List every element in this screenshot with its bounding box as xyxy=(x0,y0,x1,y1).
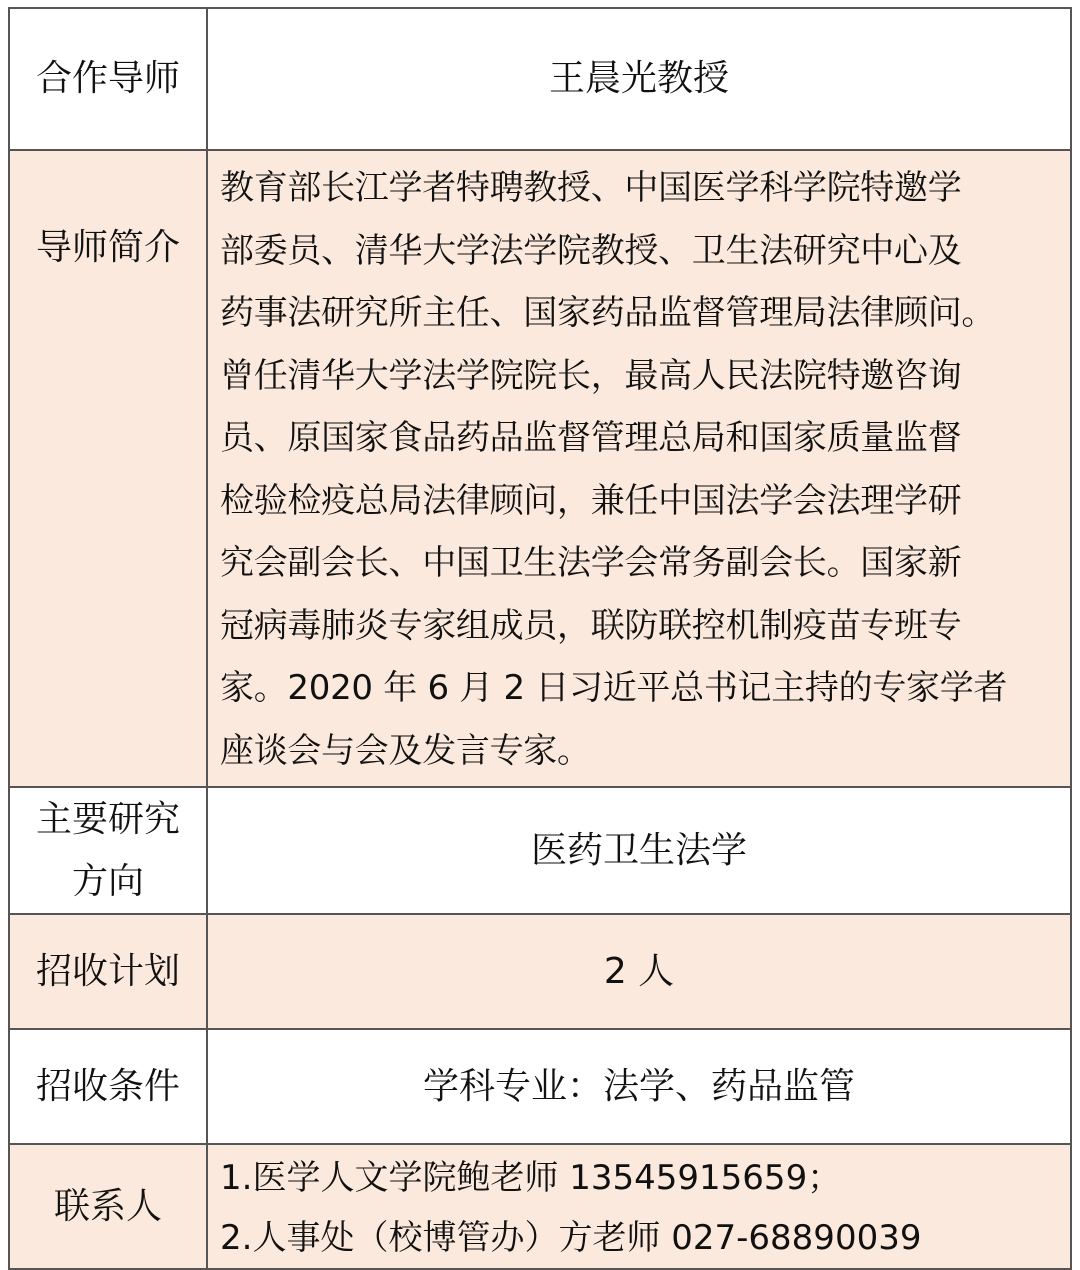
value-research: 医药卫生法学 xyxy=(207,787,1071,914)
row-requirements xyxy=(9,1029,1071,1144)
label-research-line: 方向 xyxy=(71,860,144,902)
value-quota: 2 人 xyxy=(207,914,1071,1029)
value-contact xyxy=(207,1144,1071,1269)
bio-line: 家。2020 年 6 月 2 日习近平总书记主持的专家学者 xyxy=(220,668,1008,708)
value-advisor: 王晨光教授 xyxy=(207,8,1071,150)
label-contact: 联系人 xyxy=(9,1144,207,1269)
bio-line: 员、原国家食品药品监督管理总局和国家质量监督 xyxy=(220,418,962,458)
label-requirements: 招收条件 xyxy=(9,1029,207,1144)
value-bio xyxy=(207,150,1071,787)
bio-line: 部委员、清华大学法学院教授、卫生法研究中心及 xyxy=(220,230,962,271)
bio-line: 药事法研究所主任、国家药品监督管理局法律顾问。 xyxy=(220,293,996,333)
bio-line: 冠病毒肺炎专家组成员，联防联控机制疫苗专班专 xyxy=(220,605,962,646)
label-bio: 导师简介 xyxy=(9,150,207,787)
label-research-line: 主要研究 xyxy=(35,798,180,840)
bio-line: 座谈会与会及发言专家。 xyxy=(220,730,591,771)
row-advisor xyxy=(9,8,1071,150)
label-research xyxy=(9,787,207,914)
contact-line: 2.人事处（校博管办）方老师 027-68890039 xyxy=(220,1217,922,1258)
label-advisor: 合作导师 xyxy=(9,8,207,150)
row-research xyxy=(9,787,1071,914)
bio-line: 教育部长江学者特聘教授、中国医学科学院特邀学 xyxy=(220,168,962,208)
row-quota xyxy=(9,914,1071,1029)
value-requirements: 学科专业：法学、药品监管 xyxy=(207,1029,1071,1144)
row-contact xyxy=(9,1144,1071,1269)
bio-line: 曾任清华大学法学院院长，最高人民法院特邀咨询 xyxy=(220,355,962,396)
bio-line: 究会副会长、中国卫生法学会常务副会长。国家新 xyxy=(220,543,962,583)
row-bio xyxy=(9,150,1071,787)
label-quota: 招收计划 xyxy=(9,914,207,1029)
contact-line: 1.医学人文学院鲍老师 13545915659； xyxy=(220,1157,842,1198)
advisor-info-table xyxy=(8,7,1072,1270)
bio-line: 检验检疫总局法律顾问，兼任中国法学会法理学研 xyxy=(220,480,962,521)
